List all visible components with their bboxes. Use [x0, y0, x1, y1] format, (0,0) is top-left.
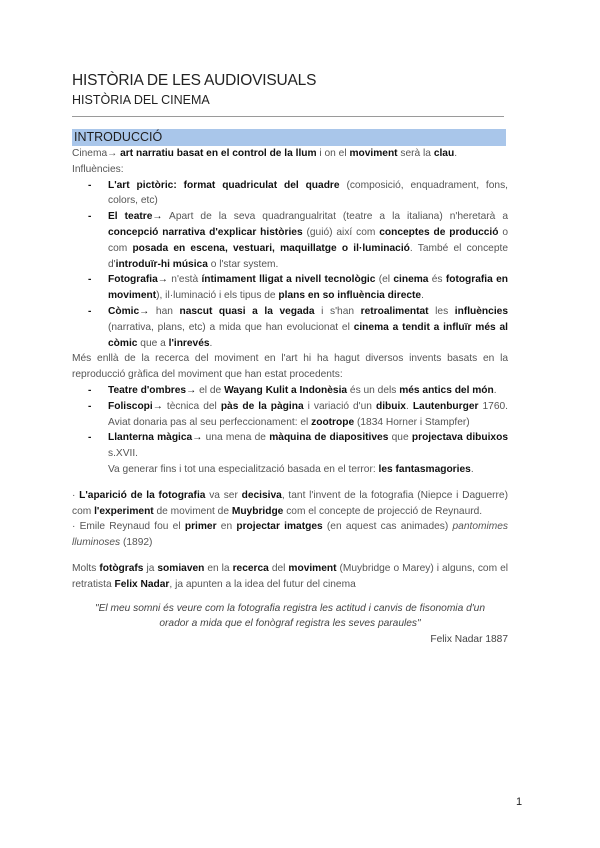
list-item-teatre-ombres: - Teatre d'ombres→ el de Wayang Kulit a Indonèsia és un dels més antics del món. [108, 383, 508, 399]
nadar-quote: "El meu somni és veure com la fotografia registra les actitud i canvis de fisonomia d'un orador a mida que el fonògraf registra les seves paraules" [94, 602, 486, 630]
list-item-llanterna-magica: - Llanterna màgica→ una mena de màquina de diapositives que projectava dibuixos s.XVII. [108, 430, 508, 462]
section-heading-introduccio: INTRODUCCIÓ [72, 129, 506, 146]
list-item-art-pictoric: - L'art pictòric: format quadriculat del quadre (composició, enquadrament, fons, colors, etc) [108, 178, 508, 210]
note-reynaud: · Emile Reynaud fou el primer en projectar imatges (en aquest cas animades) pantomimes lluminoses (1892) [72, 521, 509, 549]
intro-paragraph: Cinema→ art narratiu basat en el control de la llum i on el moviment serà la clau. [72, 148, 458, 159]
document-title: HISTÒRIA DE LES AUDIOVISUALS [72, 72, 317, 89]
research-paragraph: Més enllà de la recerca del moviment en l'art hi ha hagut diversos invents basats en la reproducció gràfica del moviment que han estat procedents: [72, 353, 508, 381]
document-subtitle: HISTÒRIA DEL CINEMA [72, 93, 210, 107]
quote-author: Felix Nadar 1887 [430, 634, 508, 646]
inventions-list [72, 383, 508, 478]
list-item-fotografia: - Fotografia→ n'està íntimament lligat a nivell tecnològic (el cinema és fotografia en moviment), il·luminació i els tipus de plans en so influència directe. [108, 272, 508, 304]
list-item-teatre: - El teatre→ Apart de la seva quadrangualritat (teatre a la italiana) n'heretarà a concepció narrativa d'explicar històries (guió) així com conceptes de producció o com posada en escena, vestuari, maquillatge o il·luminació. També el concepte d'introduïr-hi música o l'star system. [108, 209, 508, 272]
influences-list [72, 178, 508, 352]
document-page [72, 72, 508, 648]
influences-label: Influències: [72, 163, 124, 175]
closing-paragraph: Molts fotògrafs ja somiaven en la recerca del moviment (Muybridge o Marey) i alguns, com el retratista Felix Nadar, ja apunten a la idea del futur del cinema [72, 562, 508, 590]
list-item-comic: - Còmic→ han nascut quasi a la vegada i s'han retroalimentat les influències (narrativa, plans, etc) a mida que han evolucionat el cinema a tendit a influïr més al còmic que a l'inrevés. [108, 304, 508, 351]
note-fotografia: · L'aparició de la fotografia va ser decisiva, tant l'invent de la fotografia (Niepce i Daguerre) com l'experiment de moviment de Muybridge com el concepte de projecció de Reynaurd. [72, 489, 508, 517]
title-divider [72, 116, 504, 117]
page-number: 1 [516, 796, 523, 808]
list-item-foliscopi: - Foliscopi→ tècnica del pàs de la pàgina i variació d'un dibuix. Lautenburger 1760. Aviat donaria pas al seu perfeccionament: el zootrope (1834 Horner i Stampfer) [108, 399, 508, 431]
list-item-fantasmagories: Va generar fins i tot una especialització basada en el terror: les fantasmagories. [108, 463, 474, 475]
